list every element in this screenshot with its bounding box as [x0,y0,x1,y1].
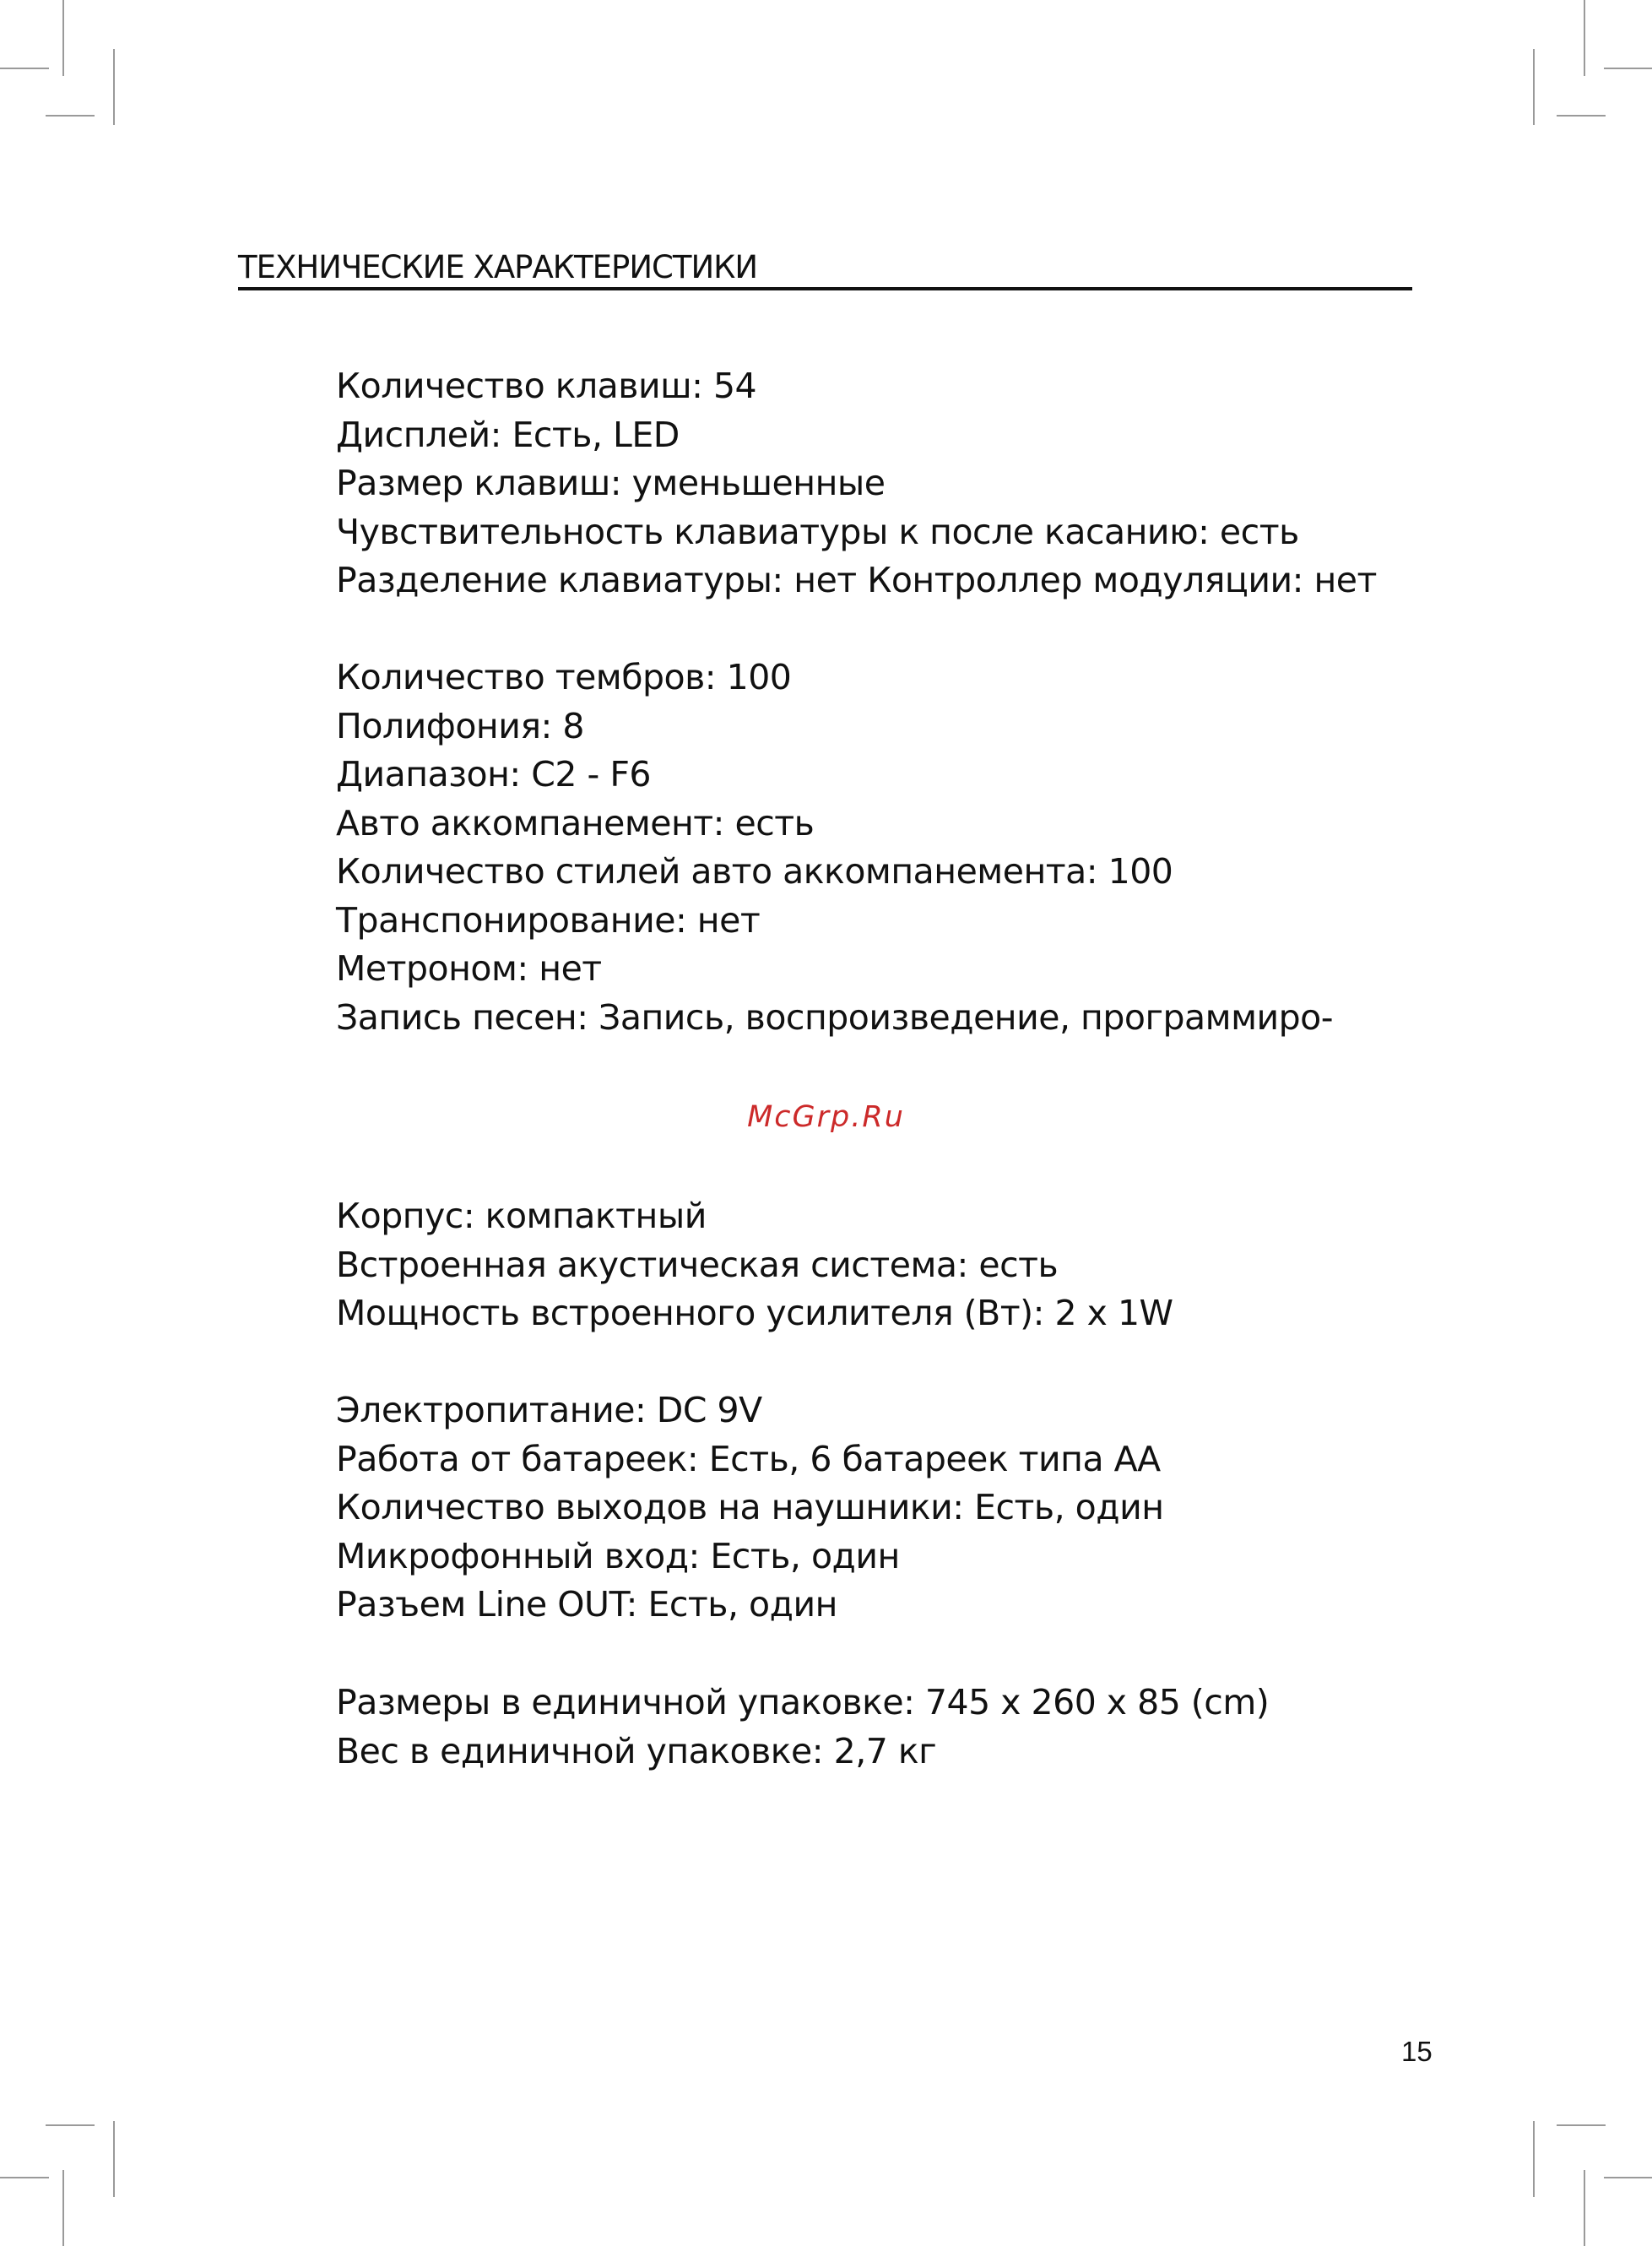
spec-line: Метроном: нет [336,948,602,989]
spec-line: Диапазон: C2 - F6 [336,754,652,795]
crop-mark [1557,115,1606,117]
section-heading: ТЕХНИЧЕСКИЕ ХАРАКТЕРИСТИКИ [238,249,758,285]
watermark: McGrp.Ru [747,1100,905,1134]
spec-line: Размер клавиш: уменьшенные [336,463,886,503]
spec-line: Разделение клавиатуры: нет Контроллер модуляции: нет [336,560,1377,600]
spec-line: Работа от батареек: Есть, 6 батареек типа АА [336,1438,1161,1479]
spec-line: Встроенная акустическая система: есть [336,1244,1059,1285]
crop-mark [1604,68,1652,69]
crop-mark [113,49,115,125]
spec-line: Корпус: компактный [336,1196,707,1236]
crop-mark [1557,2124,1606,2126]
crop-mark [46,2124,95,2126]
spec-line: Количество клавиш: 54 [336,366,757,406]
spec-line: Количество выходов на наушники: Есть, один [336,1487,1164,1527]
spec-group-body [336,1192,1173,1338]
crop-mark [62,2170,64,2246]
crop-mark [1533,49,1535,125]
spec-line: Микрофонный вход: Есть, один [336,1535,900,1576]
crop-mark [1584,2170,1585,2246]
spec-line: Количество тембров: 100 [336,657,792,697]
spec-line: Электропитание: DC 9V [336,1390,762,1430]
crop-mark [0,2177,49,2178]
page-number: 15 [1401,2036,1433,2067]
crop-mark [1604,2177,1652,2178]
spec-line: Полифония: 8 [336,705,584,746]
spec-group-power [336,1386,1164,1630]
crop-mark [113,2121,115,2197]
spec-group-keyboard [336,362,1377,605]
spec-line: Чувствительность клавиатуры к после касанию: есть [336,511,1299,552]
spec-line: Запись песен: Запись, воспроизведение, программиро- [336,996,1334,1038]
spec-line: Вес в единичной упаковке: 2,7 кг [336,1730,937,1771]
spec-line: Мощность встроенного усилителя (Вт): 2 x 1W [336,1293,1173,1333]
spec-group-package [336,1679,1269,1776]
heading-underline [238,287,1412,290]
spec-line: Транспонирование: нет [336,899,761,941]
crop-mark [62,0,64,76]
crop-mark [46,115,95,117]
spec-line: Дисплей: Есть, LED [336,414,680,455]
crop-mark [0,68,49,69]
spec-group-sound [336,654,1333,1042]
crop-mark [1584,0,1585,76]
crop-mark [1533,2121,1535,2197]
spec-line: Авто аккомпанемент: есть [336,802,815,844]
spec-line: Разъем Line OUT: Есть, один [336,1584,837,1625]
spec-line: Количество стилей авто аккомпанемента: 100 [336,851,1173,892]
spec-line: Размеры в единичной упаковке: 745 x 260 x 85 (cm) [336,1682,1270,1722]
